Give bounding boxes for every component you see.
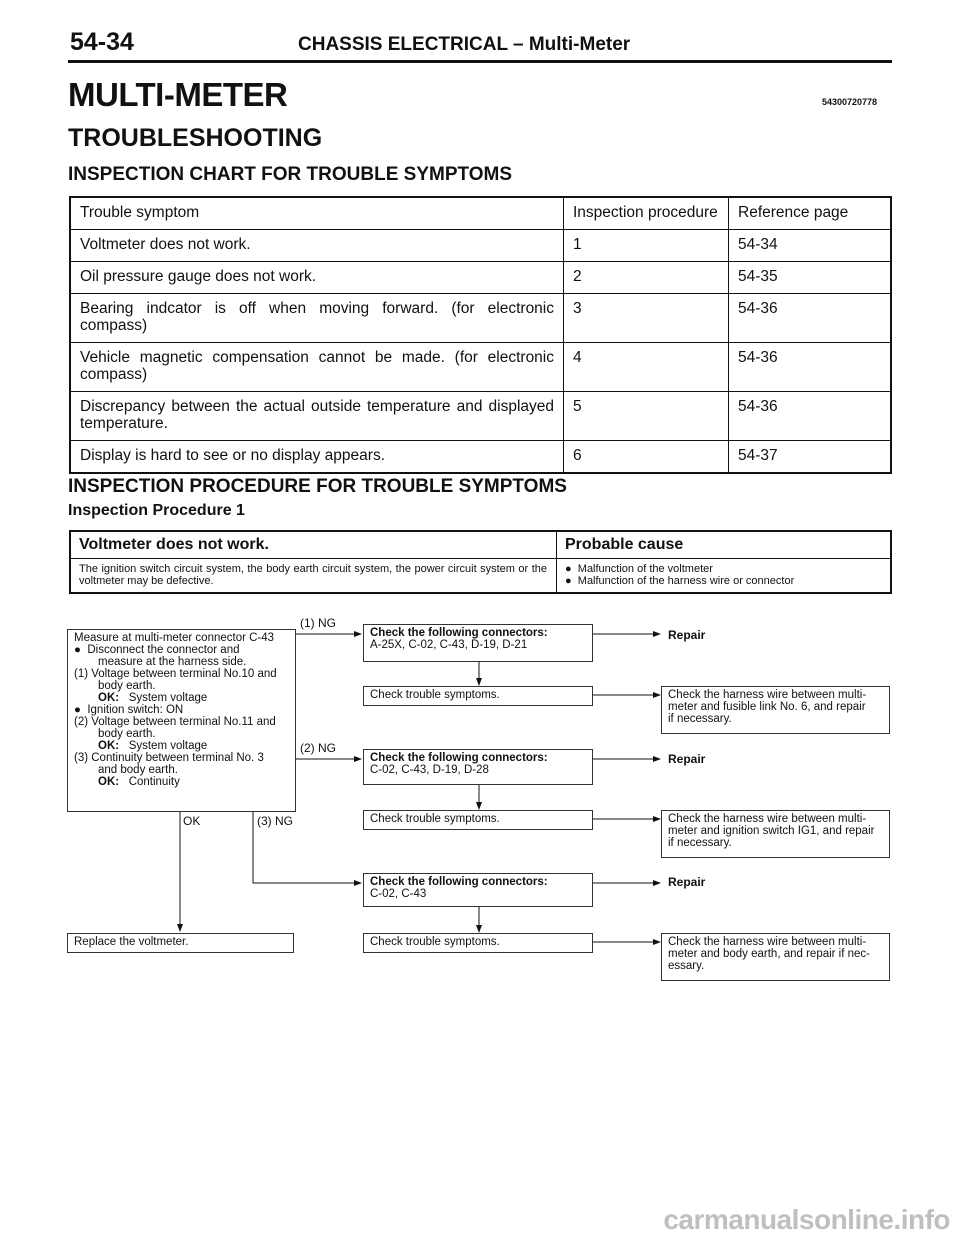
connectors-box [363,749,593,785]
measure-text: Ignition switch: ON [87,704,184,716]
symptom-heading: Voltmeter does not work. [79,536,269,553]
cause-description: The ignition switch circuit system, the body earth circuit system, the power circuit system or the voltmeter may be defective. [79,563,547,587]
harness-text: if necessary. [668,837,732,849]
ng1-label: (1) NG [300,616,336,630]
reference-page-cell: 54-37 [729,441,892,474]
measure-title: Measure at multi-meter connector C-43 [74,632,275,644]
symptom-cell: Display is hard to see or no display appears. [70,441,564,474]
harness-text: meter and ignition switch IG1, and repair [668,825,875,837]
header-title: CHASSIS ELECTRICAL – Multi-Meter [298,34,631,55]
ng2-label: (2) NG [300,741,336,755]
procedure-cell: 6 [564,441,729,474]
check-symptoms-text: Check trouble symptoms. [370,936,500,948]
connectors-title: Check the following connectors: [370,752,548,764]
ok-label: OK: [98,692,120,704]
connectors-box [363,873,593,907]
header-reference-page: Reference page [729,197,892,230]
measure-line: (1) Voltage between terminal No.10 and [74,668,277,680]
symptom-cell: Vehicle magnetic compensation cannot be made. (for electronic compass) [70,343,564,392]
procedure-cell: 4 [564,343,729,392]
measure-line [74,740,289,752]
replace-text: Replace the voltmeter. [74,936,189,948]
repair-label: Repair [668,875,706,889]
measure-line: body earth. [98,728,156,740]
repair-label: Repair [668,752,706,766]
ok-label: OK: [98,776,120,788]
procedure-title: Inspection Procedure 1 [68,502,245,519]
harness-text: meter and fusible link No. 6, and repair [668,701,866,713]
check-symptoms-box [363,686,593,706]
ok-label: OK [183,814,201,828]
measure-line [74,692,289,704]
check-symptoms-text: Check trouble symptoms. [370,813,500,825]
ok-label: OK: [98,740,120,752]
harness-text: Check the harness wire between multi- [668,813,867,825]
procedure-cell: 5 [564,392,729,441]
header-inspection-procedure: Inspection procedure [564,197,729,230]
procedure-cell: 3 [564,294,729,343]
ng3-label: (3) NG [257,814,293,828]
repair-label: Repair [668,628,706,642]
ok-value: System voltage [128,692,208,704]
harness-text: Check the harness wire between multi- [668,936,867,948]
cause-text: Malfunction of the harness wire or connector [577,575,795,587]
section-title: TROUBLESHOOTING [68,124,323,152]
measure-text: Disconnect the connector and [87,644,240,656]
harness-text: if necessary. [668,713,732,725]
replace-voltmeter-box [67,933,294,953]
measure-line [74,644,289,656]
reference-page-cell: 54-36 [729,343,892,392]
probable-cause-heading: Probable cause [565,536,684,553]
reference-page-cell: 54-36 [729,392,892,441]
watermark: carmanualsonline.info [663,1204,950,1235]
measure-line: (2) Voltage between terminal No.11 and [74,716,276,728]
check-symptoms-box [363,933,593,953]
main-title: MULTI-METER [68,76,288,113]
document-code: 54300720778 [822,97,878,107]
harness-text: essary. [668,960,705,972]
harness-box [661,810,890,858]
symptom-cell: Voltmeter does not work. [70,230,564,262]
chart-title: INSPECTION CHART FOR TROUBLE SYMPTOMS [68,164,513,185]
page-number: 54-34 [70,28,134,56]
connectors-title: Check the following connectors: [370,876,548,888]
header-trouble-symptom: Trouble symptom [70,197,564,230]
symptom-cell: Oil pressure gauge does not work. [70,262,564,294]
check-symptoms-box [363,810,593,830]
bullet-icon: ● [74,704,81,716]
measure-line: (3) Continuity between terminal No. 3 [74,752,264,764]
check-symptoms-text: Check trouble symptoms. [370,689,500,701]
harness-box [661,686,890,734]
harness-box [661,933,890,981]
bullet-icon: ● [74,644,81,656]
connectors-list: A-25X, C-02, C-43, D-19, D-21 [370,639,528,651]
procedure-cell: 2 [564,262,729,294]
symptom-cell: Bearing indcator is off when moving forward. (for electronic compass) [70,294,564,343]
cause-text: Malfunction of the voltmeter [577,563,713,575]
bullet-icon: ● [565,563,572,575]
reference-page-cell: 54-34 [729,230,892,262]
measure-line: and body earth. [98,764,178,776]
connectors-title: Check the following connectors: [370,627,548,639]
measure-line [74,776,289,788]
connectors-box [363,624,593,662]
reference-page-cell: 54-35 [729,262,892,294]
symptom-cell: Discrepancy between the actual outside temperature and displayed temperature. [70,392,564,441]
measure-line: measure at the harness side. [98,656,247,668]
harness-text: Check the harness wire between multi- [668,689,867,701]
connectors-list: C-02, C-43 [370,888,427,900]
bullet-icon: ● [565,575,572,587]
ok-value: System voltage [128,740,208,752]
procedure-cell: 1 [564,230,729,262]
ok-value: Continuity [128,776,180,788]
reference-page-cell: 54-36 [729,294,892,343]
measure-line [74,704,289,716]
measure-line: body earth. [98,680,156,692]
procedure-section-title: INSPECTION PROCEDURE FOR TROUBLE SYMPTOMS [68,476,567,497]
connectors-list: C-02, C-43, D-19, D-28 [370,764,489,776]
measure-box [67,629,296,812]
harness-text: meter and body earth, and repair if nec- [668,948,871,960]
